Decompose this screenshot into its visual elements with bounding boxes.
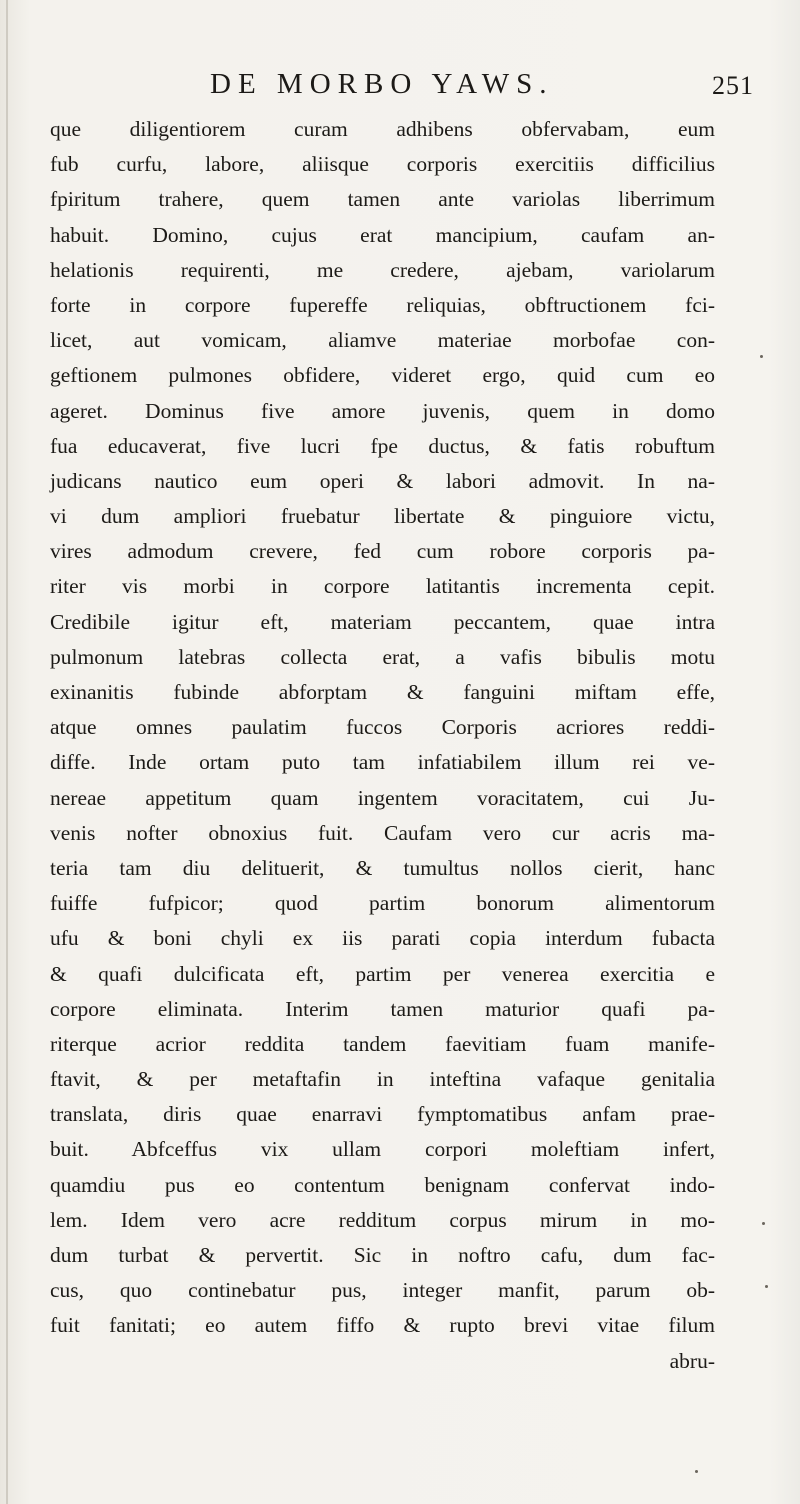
text-line: translata, diris quae enarravi fymptomatibus anfam prae- (50, 1102, 715, 1127)
text-line: helationis requirenti, me credere, ajebam, variolarum (50, 257, 715, 282)
text-line: vi dum ampliori fruebatur libertate & pinguiore victu, (50, 504, 715, 529)
text-line: dum turbat & pervertit. Sic in noftro cafu, dum fac- (50, 1243, 715, 1267)
paper-speck (760, 355, 763, 358)
text-line: riterque acrior reddita tandem faevitiam fuam manife- (50, 1031, 715, 1056)
text-line: quamdiu pus eo contentum benignam confervat indo- (50, 1172, 715, 1197)
text-line: lem. Idem vero acre redditum corpus mirum in mo- (50, 1207, 715, 1232)
text-line: fuiffe fufpicor; quod partim bonorum alimentorum (50, 891, 715, 916)
text-line: judicans nautico eum operi & labori admovit. In na- (50, 468, 715, 493)
catchword: abru- (669, 1348, 715, 1373)
text-line: venis nofter obnoxius fuit. Caufam vero cur acris ma- (50, 820, 715, 845)
text-line: fub curfu, labore, aliisque corporis exercitiis difficilius (50, 152, 715, 177)
text-line: vires admodum crevere, fed cum robore corporis pa- (50, 539, 715, 564)
text-line: teria tam diu delituerit, & tumultus nollos cierit, hanc (50, 855, 715, 880)
text-line: ageret. Dominus five amore juvenis, quem in domo (50, 398, 715, 423)
text-line: & quafi dulcificata eft, partim per venerea exercitia e (50, 961, 715, 986)
text-line: atque omnes paulatim fuccos Corporis acriores reddi- (50, 715, 715, 740)
text-line: cus, quo continebatur pus, integer manfit, parum ob- (50, 1278, 715, 1303)
text-line: que diligentiorem curam adhibens obfervabam, eum (50, 117, 715, 141)
text-line: habuit. Domino, cujus erat mancipium, caufam an- (50, 222, 715, 247)
text-line: corpore eliminata. Interim tamen maturior quafi pa- (50, 996, 715, 1021)
paper-speck (765, 1285, 768, 1288)
page-number: 251 (712, 71, 754, 100)
text-line: buit. Abfceffus vix ullam corpori moleftiam infert, (50, 1137, 715, 1162)
text-line: Credibile igitur eft, materiam peccantem, quae intra (50, 609, 715, 634)
text-line: forte in corpore fupereffe reliquias, obftructionem fci- (50, 292, 715, 317)
text-line: geftionem pulmones obfidere, videret ergo, quid cum eo (50, 363, 715, 388)
text-line: nereae appetitum quam ingentem voracitatem, cui Ju- (50, 785, 715, 810)
text-line: ftavit, & per metaftafin in inteftina vafaque genitalia (50, 1067, 715, 1092)
text-line: riter vis morbi in corpore latitantis incrementa cepit. (50, 574, 715, 599)
paper-speck (695, 1470, 698, 1473)
text-line: pulmonum latebras collecta erat, a vafis bibulis motu (50, 644, 715, 669)
text-line: licet, aut vomicam, aliamve materiae morbofae con- (50, 328, 715, 353)
paper-speck (762, 1222, 765, 1225)
text-line: fua educaverat, five lucri fpe ductus, & fatis robuftum (50, 433, 715, 458)
body-text (50, 112, 715, 1379)
page-header (0, 64, 800, 104)
text-line: ufu & boni chyli ex iis parati copia interdum fubacta (50, 926, 715, 951)
page-gutter (6, 0, 8, 1504)
text-line: diffe. Inde ortam puto tam infatiabilem illum rei ve- (50, 750, 715, 775)
text-line: fuit fanitati; eo autem fiffo & rupto brevi vitae filum (50, 1313, 715, 1338)
text-line: exinanitis fubinde abforptam & fanguini miftam effe, (50, 680, 715, 704)
text-line: fpiritum trahere, quem tamen ante variolas liberrimum (50, 187, 715, 212)
running-head: DE MORBO YAWS. (210, 68, 554, 100)
